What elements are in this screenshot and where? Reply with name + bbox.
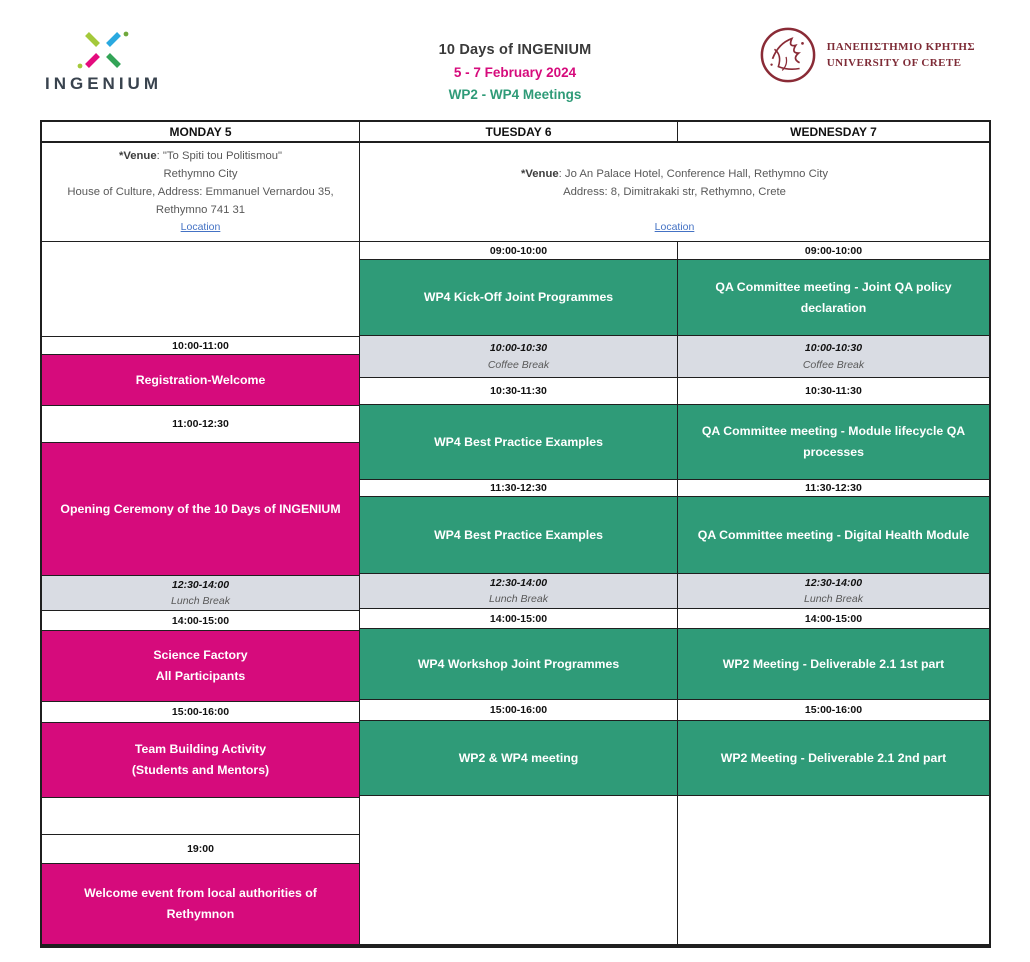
monday-event-registration: Registration-Welcome (42, 354, 359, 405)
event-title: 10 Days of INGENIUM (438, 42, 592, 58)
venue-monday-line3: House of Culture, Address: Emmanuel Vernardou 35, (67, 186, 334, 199)
venue-tue-wed-line2: Address: 8, Dimitrakaki str, Rethymno, Crete (563, 186, 786, 199)
tuesday-empty-evening (360, 795, 677, 944)
tuesday-time-1400: 14:00-15:00 (360, 608, 677, 628)
event-subtitle: WP2 - WP4 Meetings (448, 87, 582, 102)
venue-tue-wed-text (521, 165, 828, 201)
venue-row (42, 143, 989, 242)
venue-tue-wed-line1: *Venue: Jo An Palace Hotel, Conference Hall, Rethymno City (520, 168, 829, 181)
university-seal-icon (759, 26, 817, 84)
wednesday-coffee-label: Coffee Break (802, 359, 865, 372)
tuesday-coffee-time: 10:00-10:30 (489, 341, 548, 354)
location-link-tue-wed[interactable]: Location (654, 221, 695, 234)
monday-lunch-label: Lunch Break (171, 594, 230, 607)
wednesday-event-qa-lifecycle: QA Committee meeting - Module lifecycle QA processes (678, 404, 989, 479)
tuesday-event-best-practice-1: WP4 Best Practice Examples (360, 404, 677, 479)
monday-time-1100: 11:00-12:30 (42, 405, 359, 442)
university-name-greek: ΠΑΝΕΠΙΣΤΗΜΙΟ ΚΡΗΤΗΣ (826, 40, 975, 53)
day-header-tuesday: TUESDAY 6 (359, 122, 677, 141)
tuesday-event-workshop: WP4 Workshop Joint Programmes (360, 628, 677, 699)
venue-monday-line4: Rethymno 741 31 (155, 204, 246, 217)
page-header (0, 0, 1030, 118)
venue-tuesday-wednesday (359, 143, 989, 241)
location-link-monday[interactable]: Location (180, 221, 221, 234)
wednesday-time-0900: 09:00-10:00 (678, 242, 989, 259)
tuesday-lunch-break (360, 573, 677, 608)
wednesday-time-1030: 10:30-11:30 (678, 377, 989, 404)
tuesday-time-1500: 15:00-16:00 (360, 699, 677, 720)
monday-time-1500: 15:00-16:00 (42, 701, 359, 722)
tuesday-event-kickoff: WP4 Kick-Off Joint Programmes (360, 259, 677, 335)
wednesday-time-1400: 14:00-15:00 (678, 608, 989, 628)
wednesday-time-1130: 11:30-12:30 (678, 479, 989, 496)
university-name-english: UNIVERSITY OF CRETE (826, 57, 962, 69)
column-wednesday (677, 242, 989, 944)
monday-empty-morning (42, 242, 359, 336)
tuesday-event-best-practice-2: WP4 Best Practice Examples (360, 496, 677, 573)
day-header-wednesday: WEDNESDAY 7 (677, 122, 989, 141)
column-tuesday (359, 242, 677, 944)
wednesday-empty-evening (678, 795, 989, 944)
tuesday-event-wp2-wp4: WP2 & WP4 meeting (360, 720, 677, 795)
tuesday-time-0900: 09:00-10:00 (360, 242, 677, 259)
column-monday (42, 242, 359, 944)
wednesday-lunch-label: Lunch Break (804, 592, 863, 605)
wednesday-time-1500: 15:00-16:00 (678, 699, 989, 720)
day-header-monday: MONDAY 5 (169, 124, 232, 139)
university-of-crete-logo (759, 26, 975, 84)
ingenium-wordmark: INGENIUM (45, 74, 162, 93)
tuesday-lunch-time: 12:30-14:00 (489, 577, 548, 590)
monday-time-1900: 19:00 (42, 834, 359, 863)
monday-event-team-building: Team Building Activity (Students and Mentors) (42, 722, 359, 797)
tuesday-coffee-label: Coffee Break (487, 359, 550, 372)
wednesday-coffee-time: 10:00-10:30 (804, 341, 863, 354)
wednesday-event-wp2-deliverable-2: WP2 Meeting - Deliverable 2.1 2nd part (678, 720, 989, 795)
wednesday-coffee-break (678, 335, 989, 377)
wednesday-lunch-break (678, 573, 989, 608)
venue-monday (42, 143, 359, 241)
venue-monday-line1: *Venue: "To Spiti tou Politismou" (118, 150, 283, 162)
monday-event-science-factory: Science Factory All Participants (42, 630, 359, 701)
monday-time-1400: 14:00-15:00 (42, 610, 359, 630)
wednesday-event-qa-policy: QA Committee meeting - Joint QA policy declaration (678, 259, 989, 335)
wednesday-lunch-time: 12:30-14:00 (804, 577, 863, 590)
monday-empty-evening (42, 797, 359, 834)
wednesday-event-wp2-deliverable-1: WP2 Meeting - Deliverable 2.1 1st part (678, 628, 989, 699)
tuesday-time-1030: 10:30-11:30 (360, 377, 677, 404)
tuesday-coffee-break (360, 335, 677, 377)
day-header-row (42, 122, 989, 143)
monday-lunch-break (42, 575, 359, 610)
schedule-body (42, 242, 989, 944)
university-name (827, 39, 975, 72)
monday-event-opening-ceremony: Opening Ceremony of the 10 Days of INGENIUM (42, 442, 359, 575)
monday-time-1000: 10:00-11:00 (42, 336, 359, 354)
monday-event-welcome: Welcome event from local authorities of Rethymnon (42, 863, 359, 944)
monday-lunch-time: 12:30-14:00 (171, 579, 230, 592)
schedule-table (40, 120, 991, 948)
event-dates: 5 - 7 February 2024 (453, 65, 577, 80)
wednesday-event-qa-digital-health: QA Committee meeting - Digital Health Module (678, 496, 989, 573)
venue-monday-line2: Rethymno City (163, 168, 238, 181)
tuesday-lunch-label: Lunch Break (489, 592, 548, 605)
tuesday-time-1130: 11:30-12:30 (360, 479, 677, 496)
